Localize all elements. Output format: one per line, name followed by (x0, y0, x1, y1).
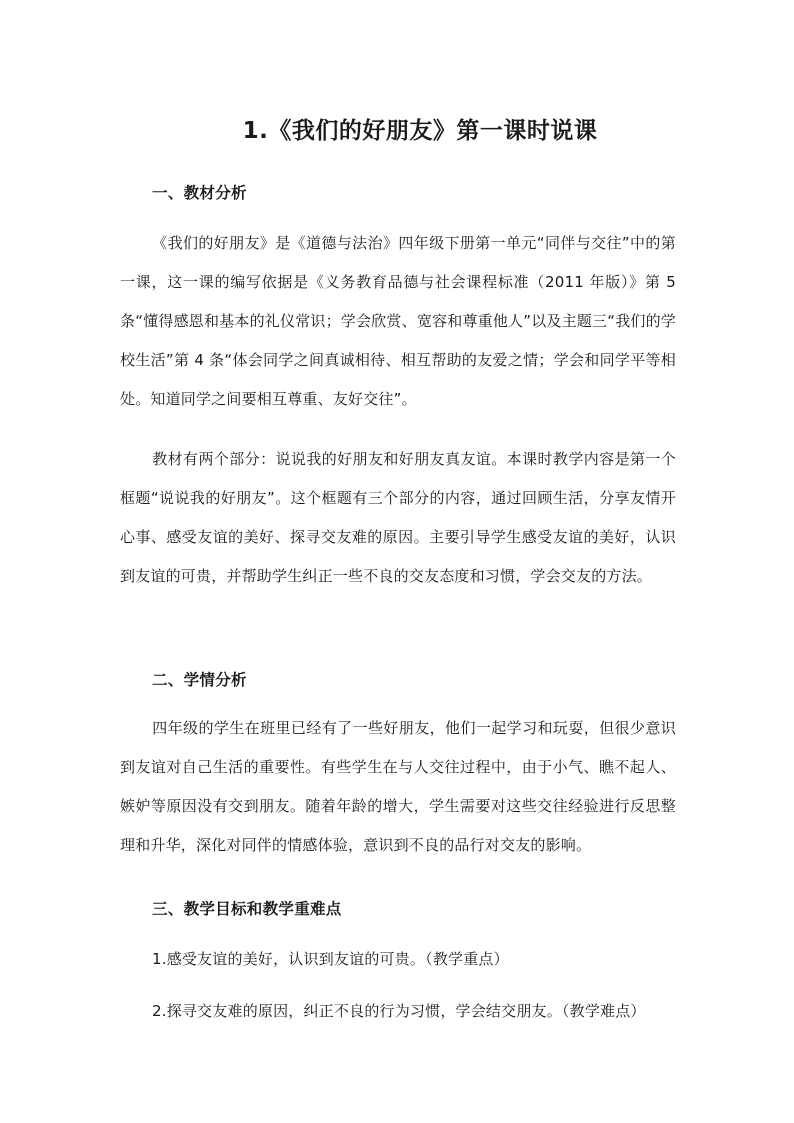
paragraph (120, 440, 676, 596)
paragraph-text: 四年级的学生在班里已经有了一些好朋友，他们一起学习和玩耍，但很少意识到友谊对自己生活的重要性。有些学生在与人交往过程中，由于小气、瞧不起人、嫉妒等原因没有交到朋友。随着年龄的增大，学生需要对这些交往经验进行反思整理和升华，深化对同伴的情感体验，意识到不良的品行对交友的影响。 (120, 719, 676, 854)
document-title: 1.《我们的好朋友》第一课时说课 (242, 118, 598, 144)
paragraph-text: 教材有两个部分：说说我的好朋友和好朋友真友谊。本课时教学内容是第一个框题“说说我的好朋友”。这个框题有三个部分的内容，通过回顾生活，分享友情开心事、感受友谊的美好、探寻交友难的原因。主要引导学生感受友谊的美好，认识到友谊的可贵，并帮助学生纠正一些不良的交友态度和习惯，学会交友的方法。 (120, 450, 676, 585)
paragraph (120, 709, 676, 865)
paragraph-text: 《我们的好朋友》是《道德与法治》四年级下册第一单元“同伴与交往”中的第一课，这一课的编写依据是《义务教育品德与社会课程标准（2011 年版）》第 5 条“懂得感恩和基本的礼仪常识；学会欣赏、宽容和尊重他人”以及主题三“我们的学校生活”第 4 条“体会同学之间真诚相待、相互帮助的友爱之情；学会和同学平等相处。知道同学之间要相互尊重、友好交往”。 (120, 234, 676, 408)
goal-item: 2.探寻交友难的原因，纠正不良的行为习惯，学会结交朋友。（教学难点） (152, 1002, 646, 1020)
paragraph (120, 224, 676, 419)
goal-item: 1.感受友谊的美好，认识到友谊的可贵。（教学重点） (152, 950, 509, 968)
section-heading-textbook-analysis: 一、教材分析 (152, 184, 247, 202)
section-heading-teaching-goals: 三、教学目标和教学重难点 (152, 900, 342, 918)
section-heading-learner-analysis: 二、学情分析 (152, 671, 247, 689)
